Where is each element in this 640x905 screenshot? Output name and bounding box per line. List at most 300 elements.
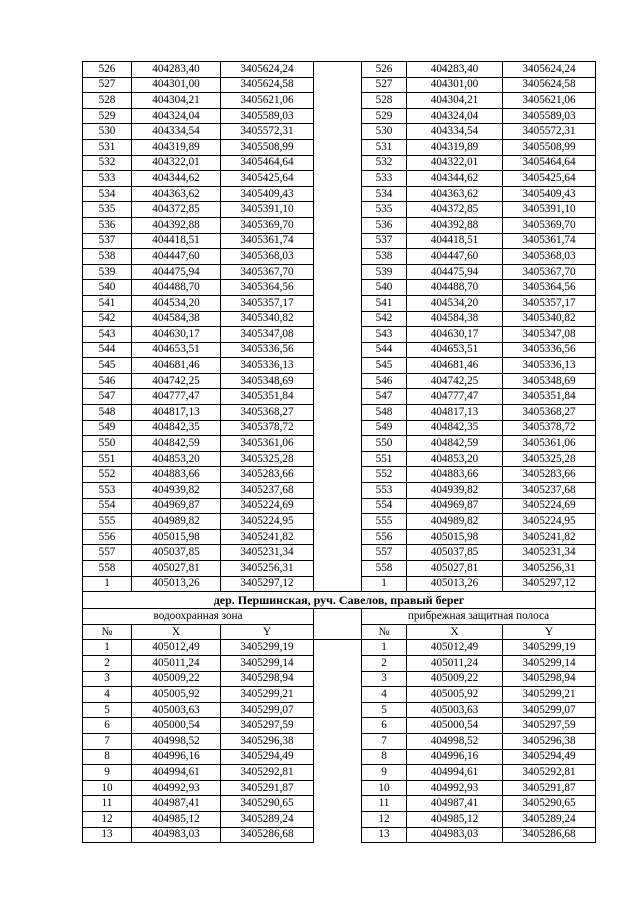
table-row (83, 342, 596, 358)
point-number: 529 (362, 108, 407, 124)
x-coordinate: 404989,82 (132, 514, 221, 530)
table-row (83, 389, 596, 405)
y-coordinate: 3405256,31 (503, 561, 596, 577)
column-gap (314, 186, 362, 202)
y-coordinate: 3405241,82 (503, 529, 596, 545)
point-number: 529 (83, 108, 132, 124)
column-gap (314, 671, 362, 687)
y-coordinate: 3405368,27 (503, 405, 596, 421)
x-coordinate: 405027,81 (407, 561, 503, 577)
column-gap (314, 765, 362, 781)
column-gap (314, 233, 362, 249)
point-number: 545 (362, 358, 407, 374)
x-coordinate: 404324,04 (407, 108, 503, 124)
column-gap (314, 467, 362, 483)
boundary-points-lower (83, 640, 596, 843)
point-number: 547 (83, 389, 132, 405)
point-number: 2 (362, 655, 407, 671)
table-row (83, 358, 596, 374)
y-coordinate: 3405589,03 (221, 108, 314, 124)
column-gap (314, 62, 362, 78)
point-number: 539 (83, 264, 132, 280)
table-row (83, 640, 596, 656)
y-coordinate: 3405361,74 (221, 233, 314, 249)
point-number: 534 (83, 186, 132, 202)
y-coordinate: 3405241,82 (221, 529, 314, 545)
table-row (83, 93, 596, 109)
column-gap (314, 545, 362, 561)
y-coordinate: 3405357,17 (503, 295, 596, 311)
point-number: 2 (83, 655, 132, 671)
y-coordinate: 3405409,43 (221, 186, 314, 202)
x-coordinate: 405011,24 (407, 655, 503, 671)
point-number: 1 (83, 640, 132, 656)
y-coordinate: 3405297,59 (503, 718, 596, 734)
y-coordinate: 3405299,07 (221, 702, 314, 718)
column-gap (314, 749, 362, 765)
column-gap (314, 609, 362, 625)
x-coordinate: 404488,70 (132, 280, 221, 296)
x-coordinate: 404418,51 (407, 233, 503, 249)
table-row (83, 311, 596, 327)
x-coordinate: 404992,93 (132, 780, 221, 796)
x-coordinate: 404324,04 (132, 108, 221, 124)
x-coordinate: 404653,51 (407, 342, 503, 358)
header-x: X (132, 624, 221, 640)
point-number: 6 (83, 718, 132, 734)
x-coordinate: 404283,40 (132, 62, 221, 78)
x-coordinate: 404301,00 (407, 77, 503, 93)
column-gap (314, 640, 362, 656)
x-coordinate: 404985,12 (132, 811, 221, 827)
point-number: 549 (362, 420, 407, 436)
x-coordinate: 404987,41 (407, 796, 503, 812)
x-coordinate: 404853,20 (132, 451, 221, 467)
y-coordinate: 3405508,99 (503, 139, 596, 155)
y-coordinate: 3405391,10 (221, 202, 314, 218)
x-coordinate: 404322,01 (407, 155, 503, 171)
y-coordinate: 3405589,03 (503, 108, 596, 124)
point-number: 546 (362, 373, 407, 389)
x-coordinate: 405003,63 (132, 702, 221, 718)
point-number: 554 (362, 498, 407, 514)
y-coordinate: 3405256,31 (221, 561, 314, 577)
table-row (83, 280, 596, 296)
y-coordinate: 3405369,70 (503, 217, 596, 233)
point-number: 547 (362, 389, 407, 405)
column-gap (314, 811, 362, 827)
x-coordinate: 404742,25 (407, 373, 503, 389)
y-coordinate: 3405464,64 (221, 155, 314, 171)
x-coordinate: 405000,54 (407, 718, 503, 734)
point-number: 527 (83, 77, 132, 93)
point-number: 544 (362, 342, 407, 358)
table-row (83, 483, 596, 499)
point-number: 530 (83, 124, 132, 140)
x-coordinate: 404584,38 (132, 311, 221, 327)
point-number: 3 (83, 671, 132, 687)
column-gap (314, 405, 362, 421)
table-row (83, 718, 596, 734)
header-y: Y (503, 624, 596, 640)
x-coordinate: 405013,26 (132, 576, 221, 592)
point-number: 527 (362, 77, 407, 93)
table-row (83, 827, 596, 843)
column-gap (314, 202, 362, 218)
x-coordinate: 404992,93 (407, 780, 503, 796)
y-coordinate: 3405347,08 (221, 327, 314, 343)
x-coordinate: 404853,20 (407, 451, 503, 467)
point-number: 548 (362, 405, 407, 421)
x-coordinate: 404777,47 (407, 389, 503, 405)
y-coordinate: 3405336,56 (221, 342, 314, 358)
x-coordinate: 404304,21 (407, 93, 503, 109)
point-number: 555 (362, 514, 407, 530)
point-number: 7 (362, 733, 407, 749)
y-coordinate: 3405224,95 (221, 514, 314, 530)
table-row (83, 671, 596, 687)
x-coordinate: 405015,98 (132, 529, 221, 545)
y-coordinate: 3405368,27 (221, 405, 314, 421)
y-coordinate: 3405425,64 (221, 171, 314, 187)
column-gap (314, 311, 362, 327)
table-row (83, 467, 596, 483)
y-coordinate: 3405348,69 (221, 373, 314, 389)
x-coordinate: 405037,85 (132, 545, 221, 561)
point-number: 551 (362, 451, 407, 467)
x-coordinate: 404653,51 (132, 342, 221, 358)
table-row (83, 561, 596, 577)
x-coordinate: 404777,47 (132, 389, 221, 405)
point-number: 549 (83, 420, 132, 436)
y-coordinate: 3405409,43 (503, 186, 596, 202)
column-gap (314, 780, 362, 796)
x-coordinate: 405009,22 (407, 671, 503, 687)
x-coordinate: 404534,20 (132, 295, 221, 311)
column-gap (314, 389, 362, 405)
y-coordinate: 3405292,81 (221, 765, 314, 781)
point-number: 556 (362, 529, 407, 545)
x-coordinate: 404630,17 (132, 327, 221, 343)
x-coordinate: 404998,52 (407, 733, 503, 749)
point-number: 542 (362, 311, 407, 327)
x-coordinate: 404584,38 (407, 311, 503, 327)
point-number: 541 (362, 295, 407, 311)
header-y: Y (221, 624, 314, 640)
x-coordinate: 404969,87 (407, 498, 503, 514)
x-coordinate: 404842,59 (132, 436, 221, 452)
point-number: 4 (362, 687, 407, 703)
y-coordinate: 3405378,72 (221, 420, 314, 436)
y-coordinate: 3405391,10 (503, 202, 596, 218)
y-coordinate: 3405624,24 (221, 62, 314, 78)
point-number: 531 (362, 139, 407, 155)
y-coordinate: 3405224,95 (503, 514, 596, 530)
x-coordinate: 405009,22 (132, 671, 221, 687)
column-gap (314, 483, 362, 499)
x-coordinate: 404304,21 (132, 93, 221, 109)
x-coordinate: 404883,66 (407, 467, 503, 483)
point-number: 1 (83, 576, 132, 592)
column-gap (314, 655, 362, 671)
y-coordinate: 3405361,06 (221, 436, 314, 452)
y-coordinate: 3405464,64 (503, 155, 596, 171)
table-row (83, 420, 596, 436)
y-coordinate: 3405361,06 (503, 436, 596, 452)
column-gap (314, 576, 362, 592)
y-coordinate: 3405231,34 (221, 545, 314, 561)
table-row (83, 451, 596, 467)
table-row (83, 264, 596, 280)
y-coordinate: 3405351,84 (221, 389, 314, 405)
table-row (83, 108, 596, 124)
x-coordinate: 404488,70 (407, 280, 503, 296)
x-coordinate: 404372,85 (407, 202, 503, 218)
boundary-points-upper (83, 62, 596, 592)
point-number: 535 (362, 202, 407, 218)
y-coordinate: 3405299,14 (221, 655, 314, 671)
y-coordinate: 3405624,58 (503, 77, 596, 93)
coordinates-table (82, 61, 596, 843)
y-coordinate: 3405283,66 (221, 467, 314, 483)
x-coordinate: 404883,66 (132, 467, 221, 483)
x-coordinate: 404994,61 (407, 765, 503, 781)
y-coordinate: 3405340,82 (221, 311, 314, 327)
x-coordinate: 404372,85 (132, 202, 221, 218)
x-coordinate: 405005,92 (132, 687, 221, 703)
x-coordinate: 405003,63 (407, 702, 503, 718)
point-number: 10 (362, 780, 407, 796)
column-gap (314, 718, 362, 734)
table-row (83, 811, 596, 827)
y-coordinate: 3405297,12 (503, 576, 596, 592)
x-coordinate: 404996,16 (132, 749, 221, 765)
point-number: 9 (362, 765, 407, 781)
y-coordinate: 3405296,38 (221, 733, 314, 749)
header-number: № (362, 624, 407, 640)
x-coordinate: 404630,17 (407, 327, 503, 343)
y-coordinate: 3405299,21 (221, 687, 314, 703)
x-coordinate: 404842,35 (132, 420, 221, 436)
column-gap (314, 529, 362, 545)
table-row (83, 780, 596, 796)
x-coordinate: 404983,03 (132, 827, 221, 843)
water-protection-zone-subtitle: водоохранная зона (83, 609, 314, 625)
y-coordinate: 3405294,49 (503, 749, 596, 765)
x-coordinate: 404392,88 (407, 217, 503, 233)
y-coordinate: 3405283,66 (503, 467, 596, 483)
point-number: 3 (362, 671, 407, 687)
table-row (83, 529, 596, 545)
section-title: дер. Першинская, руч. Савелов, правый берег (83, 592, 596, 609)
x-coordinate: 405012,49 (407, 640, 503, 656)
point-number: 7 (83, 733, 132, 749)
point-number: 6 (362, 718, 407, 734)
x-coordinate: 404534,20 (407, 295, 503, 311)
point-number: 8 (362, 749, 407, 765)
column-gap (314, 249, 362, 265)
point-number: 528 (83, 93, 132, 109)
x-coordinate: 404363,62 (407, 186, 503, 202)
point-number: 1 (362, 640, 407, 656)
point-number: 546 (83, 373, 132, 389)
y-coordinate: 3405361,74 (503, 233, 596, 249)
y-coordinate: 3405291,87 (503, 780, 596, 796)
x-coordinate: 404989,82 (407, 514, 503, 530)
point-number: 533 (83, 171, 132, 187)
x-coordinate: 404681,46 (407, 358, 503, 374)
y-coordinate: 3405425,64 (503, 171, 596, 187)
point-number: 553 (83, 483, 132, 499)
point-number: 536 (362, 217, 407, 233)
table-row (83, 171, 596, 187)
y-coordinate: 3405298,94 (221, 671, 314, 687)
point-number: 540 (362, 280, 407, 296)
section-header (83, 592, 596, 640)
point-number: 10 (83, 780, 132, 796)
x-coordinate: 404939,82 (132, 483, 221, 499)
y-coordinate: 3405367,70 (503, 264, 596, 280)
table-row (83, 436, 596, 452)
y-coordinate: 3405378,72 (503, 420, 596, 436)
table-row (83, 576, 596, 592)
point-number: 537 (83, 233, 132, 249)
point-number: 557 (83, 545, 132, 561)
y-coordinate: 3405299,07 (503, 702, 596, 718)
table-row (83, 405, 596, 421)
table-row (83, 373, 596, 389)
x-coordinate: 404344,62 (132, 171, 221, 187)
column-gap (314, 264, 362, 280)
x-coordinate: 405037,85 (407, 545, 503, 561)
column-gap (314, 77, 362, 93)
column-gap (314, 358, 362, 374)
x-coordinate: 404322,01 (132, 155, 221, 171)
x-coordinate: 404681,46 (132, 358, 221, 374)
y-coordinate: 3405621,06 (503, 93, 596, 109)
table-row (83, 249, 596, 265)
table-row (83, 186, 596, 202)
x-coordinate: 404842,59 (407, 436, 503, 452)
column-gap (314, 451, 362, 467)
point-number: 552 (362, 467, 407, 483)
table-row (83, 733, 596, 749)
point-number: 558 (362, 561, 407, 577)
x-coordinate: 404319,89 (407, 139, 503, 155)
point-number: 553 (362, 483, 407, 499)
y-coordinate: 3405296,38 (503, 733, 596, 749)
y-coordinate: 3405572,31 (503, 124, 596, 140)
x-coordinate: 404842,35 (407, 420, 503, 436)
x-coordinate: 405000,54 (132, 718, 221, 734)
column-gap (314, 514, 362, 530)
table-row (83, 139, 596, 155)
column-gap (314, 327, 362, 343)
y-coordinate: 3405368,03 (221, 249, 314, 265)
table-row (83, 155, 596, 171)
point-number: 532 (83, 155, 132, 171)
table-row (83, 687, 596, 703)
point-number: 540 (83, 280, 132, 296)
y-coordinate: 3405286,68 (503, 827, 596, 843)
y-coordinate: 3405364,56 (503, 280, 596, 296)
x-coordinate: 404817,13 (407, 405, 503, 421)
table-row (83, 749, 596, 765)
column-gap (314, 342, 362, 358)
y-coordinate: 3405336,13 (503, 358, 596, 374)
y-coordinate: 3405368,03 (503, 249, 596, 265)
x-coordinate: 404939,82 (407, 483, 503, 499)
table-row (83, 545, 596, 561)
column-gap (314, 436, 362, 452)
y-coordinate: 3405340,82 (503, 311, 596, 327)
column-gap (314, 796, 362, 812)
point-number: 539 (362, 264, 407, 280)
y-coordinate: 3405336,56 (503, 342, 596, 358)
point-number: 13 (362, 827, 407, 843)
table-row (83, 233, 596, 249)
y-coordinate: 3405357,17 (221, 295, 314, 311)
point-number: 538 (362, 249, 407, 265)
column-gap (314, 733, 362, 749)
point-number: 551 (83, 451, 132, 467)
x-coordinate: 404994,61 (132, 765, 221, 781)
y-coordinate: 3405364,56 (221, 280, 314, 296)
point-number: 541 (83, 295, 132, 311)
x-coordinate: 405011,24 (132, 655, 221, 671)
y-coordinate: 3405347,08 (503, 327, 596, 343)
column-gap (314, 561, 362, 577)
point-number: 528 (362, 93, 407, 109)
x-coordinate: 404319,89 (132, 139, 221, 155)
x-coordinate: 404985,12 (407, 811, 503, 827)
table-row (83, 702, 596, 718)
y-coordinate: 3405299,21 (503, 687, 596, 703)
x-coordinate: 404475,94 (132, 264, 221, 280)
table-row (83, 514, 596, 530)
x-coordinate: 405005,92 (407, 687, 503, 703)
point-number: 557 (362, 545, 407, 561)
header-x: X (407, 624, 503, 640)
point-number: 526 (362, 62, 407, 78)
point-number: 552 (83, 467, 132, 483)
x-coordinate: 404969,87 (132, 498, 221, 514)
x-coordinate: 404283,40 (407, 62, 503, 78)
y-coordinate: 3405299,14 (503, 655, 596, 671)
x-coordinate: 404344,62 (407, 171, 503, 187)
point-number: 1 (362, 576, 407, 592)
y-coordinate: 3405624,24 (503, 62, 596, 78)
x-coordinate: 404987,41 (132, 796, 221, 812)
point-number: 11 (83, 796, 132, 812)
table-row (83, 217, 596, 233)
point-number: 8 (83, 749, 132, 765)
point-number: 542 (83, 311, 132, 327)
y-coordinate: 3405286,68 (221, 827, 314, 843)
x-coordinate: 405012,49 (132, 640, 221, 656)
y-coordinate: 3405325,28 (221, 451, 314, 467)
x-coordinate: 404334,54 (407, 124, 503, 140)
column-gap (314, 498, 362, 514)
y-coordinate: 3405367,70 (221, 264, 314, 280)
point-number: 543 (362, 327, 407, 343)
y-coordinate: 3405292,81 (503, 765, 596, 781)
column-gap (314, 155, 362, 171)
point-number: 532 (362, 155, 407, 171)
point-number: 13 (83, 827, 132, 843)
point-number: 556 (83, 529, 132, 545)
column-gap (314, 373, 362, 389)
